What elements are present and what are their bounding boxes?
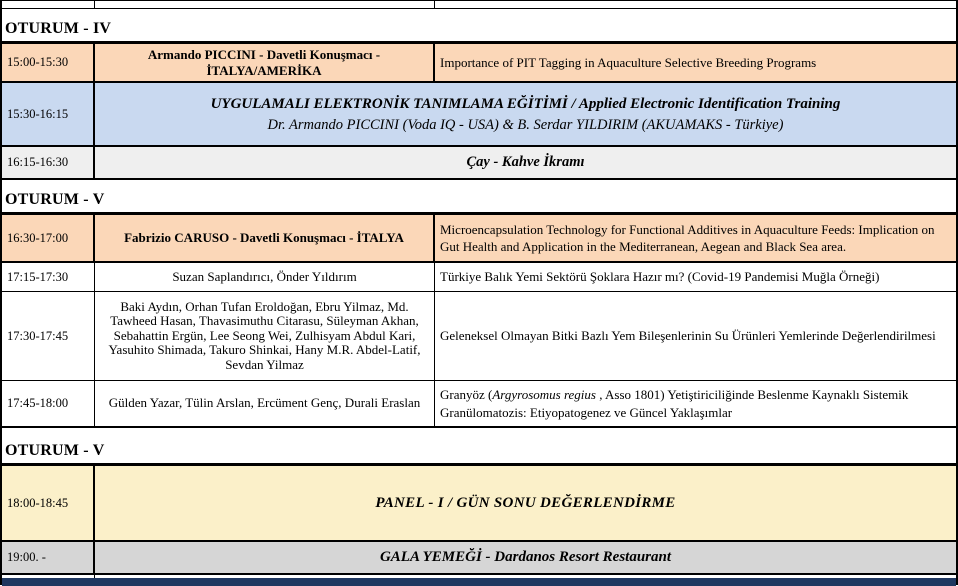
row-talk-feed-sector (2, 263, 956, 292)
speakers-cell: Baki Aydın, Orhan Tufan Eroldoğan, Ebru Yilmaz, Md. Tawheed Hasan, Thavasimuthu Citarasu, Süleyman Akhan, Sebahattin Ergün, Lee Seong Wei, Zulhisyam Abdul Kari, Yasuhito Shimada, Takuro Shinkai, Hany M.R. Abdel-Latif, Sevdan Yilmaz (95, 292, 435, 380)
time-cell: 19:00. - (2, 542, 95, 573)
row-panel (2, 466, 956, 542)
top-partial-row (2, 1, 956, 9)
speakers-cell: Gülden Yazar, Tülin Arslan, Ercüment Genç, Durali Eraslan (95, 381, 435, 426)
speaker-cell: Armando PICCINI - Davetli Konuşmacı - İTALYA/AMERİKA (95, 44, 435, 81)
row-training (2, 83, 956, 147)
row-gala-dinner (2, 542, 956, 575)
row-talk-granulomatosis (2, 381, 956, 428)
partial-time-cell (2, 575, 95, 578)
panel-label: PANEL - I / GÜN SONU DEĞERLENDİRME (375, 494, 676, 511)
time-cell: 17:15-17:30 (2, 263, 95, 291)
title-cell: Türkiye Balık Yemi Sektörü Şoklara Hazır mı? (Covid-19 Pandemisi Muğla Örneği) (440, 269, 880, 285)
coffee-break-label: Çay - Kahve İkramı (466, 154, 585, 170)
title-cell: Importance of PIT Tagging in Aquaculture Selective Breeding Programs (440, 54, 817, 70)
title-text: Granyöz (Argyrosomus regius , Asso 1801) Yetiştiriciliğinde Beslenme Kaynaklı Sistemik Granülomatozis: Etiyopatogenez ve Güncel Yaklaşımlar (440, 387, 909, 420)
session-title: OTURUM - V (5, 442, 105, 459)
session-title: OTURUM - IV (5, 20, 112, 37)
title-cell: Geleneksel Olmayan Bitki Bazlı Yem Bileşenlerinin Su Ürünleri Yemlerinde Değerlendirilmesi (440, 328, 936, 344)
time-cell: 16:15-16:30 (2, 147, 95, 178)
partial-time-cell (2, 1, 95, 8)
partial-merged-cell (95, 575, 956, 578)
time-cell: 15:30-16:15 (2, 83, 95, 145)
title-cell (435, 381, 956, 426)
row-talk-plant-based-feeds (2, 292, 956, 381)
training-cell (95, 83, 956, 145)
session-header-oturum-4 (2, 9, 956, 44)
time-cell: 17:30-17:45 (2, 292, 95, 380)
time-cell: 16:30-17:00 (2, 215, 95, 261)
session-title: OTURUM - V (5, 191, 105, 208)
speakers-cell: Suzan Saplandırıcı, Önder Yıldırım (95, 263, 435, 291)
row-invited-caruso (2, 215, 956, 263)
row-coffee-break (2, 147, 956, 180)
session-header-oturum-5 (2, 180, 956, 215)
training-title: UYGULAMALI ELEKTRONİK TANIMLAMA EĞİTİMİ / Applied Electronic Identification Training (210, 95, 841, 112)
bottom-partial-row (2, 575, 956, 578)
title-cell: Microencapsulation Technology for Functional Additives in Aquaculture Feeds: Implication on Gut Health and Application in the Mediterranean, Aegean and Black Sea area. (440, 221, 935, 254)
partial-mid-cell (95, 1, 435, 8)
row-invited-piccini (2, 44, 956, 83)
time-cell: 15:00-15:30 (2, 44, 95, 81)
time-cell: 17:45-18:00 (2, 381, 95, 426)
time-cell: 18:00-18:45 (2, 466, 95, 540)
training-instructors: Dr. Armando PICCINI (Voda IQ - USA) & B. Serdar YILDIRIM (AKUAMAKS - Türkiye) (267, 116, 784, 133)
session-header-oturum-6 (2, 428, 956, 466)
partial-title-cell (435, 1, 956, 8)
speaker-cell: Fabrizio CARUSO - Davetli Konuşmacı - İTALYA (95, 215, 435, 261)
species-name: Argyrosomus regius (492, 387, 596, 403)
gala-label: GALA YEMEĞİ - Dardanos Resort Restaurant (379, 549, 672, 565)
